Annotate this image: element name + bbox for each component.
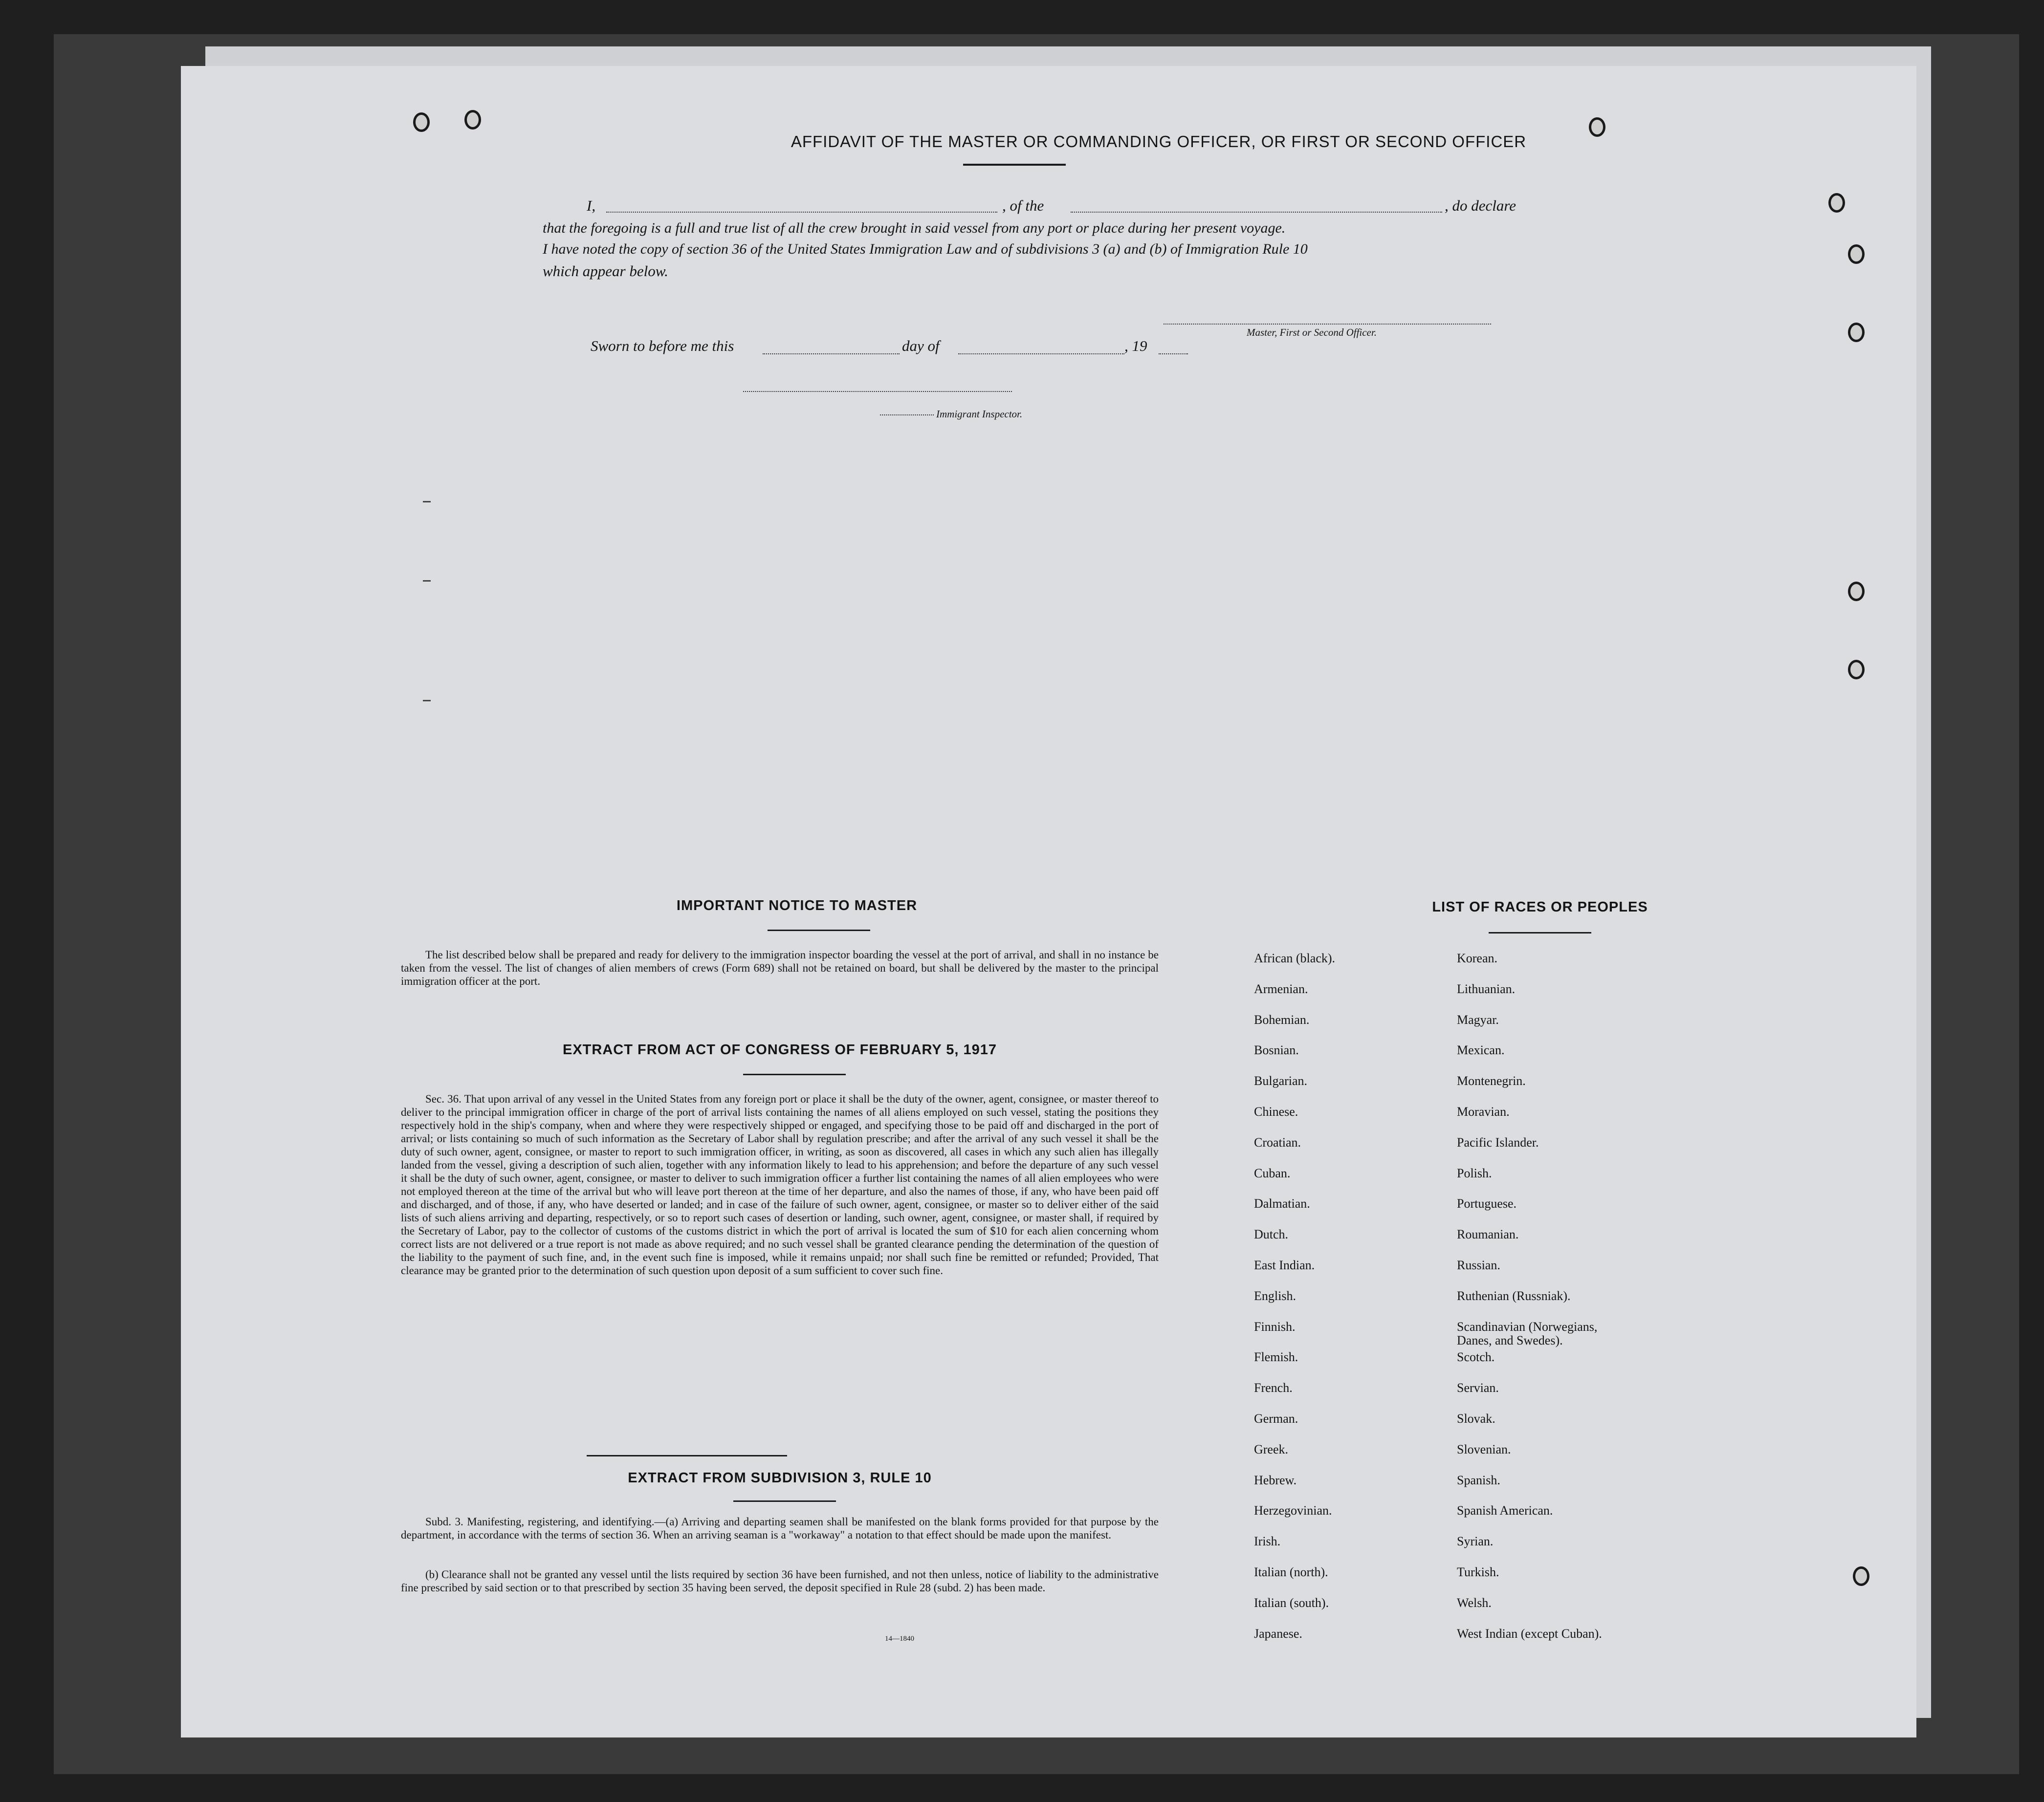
year-blank[interactable] bbox=[1159, 353, 1188, 354]
race-item: Syrian. bbox=[1457, 1534, 1494, 1549]
race-item: Lithuanian. bbox=[1457, 981, 1516, 996]
notice-heading: IMPORTANT NOTICE TO MASTER bbox=[676, 898, 918, 913]
punch-hole-icon bbox=[1848, 323, 1865, 342]
officer-caption: Master, First or Second Officer. bbox=[1247, 326, 1377, 338]
affidavit-of-the-label: , of the bbox=[1002, 197, 1044, 214]
affidavit-body-line-2: I have noted the copy of section 36 of the United States Immigration Law and of subdivisions 3 (a) and (b) of Immigration Rule 10 bbox=[543, 241, 1308, 257]
race-item: Welsh. bbox=[1457, 1595, 1492, 1610]
punch-hole-icon bbox=[1848, 582, 1865, 601]
race-item: Moravian. bbox=[1457, 1105, 1510, 1119]
rule-extract-rule bbox=[733, 1500, 836, 1502]
race-item: Mexican. bbox=[1457, 1043, 1505, 1058]
affidavit-declare-label: , do declare bbox=[1445, 197, 1517, 214]
race-item: Dutch. bbox=[1254, 1227, 1289, 1242]
affidavit-body-line-1: that the foregoing is a full and true list of all the crew brought in said vessel from any port or place during her present voyage. bbox=[543, 220, 1286, 236]
race-item: Slovak. bbox=[1457, 1411, 1495, 1426]
margin-mark bbox=[423, 700, 431, 701]
race-item: Herzegovinian. bbox=[1254, 1503, 1332, 1518]
notice-text: The list described below shall be prepared and ready for delivery to the immigration inspector boarding the vessel at the port of arrival, and shall in no instance be taken from the vessel. The list of changes of alien members of crews (Form 689) shall not be retained on board, but shall be delivered by the master to the principal immigration officer at the port. bbox=[401, 949, 1159, 987]
margin-mark bbox=[423, 580, 431, 582]
manifest-back-page bbox=[181, 66, 1916, 1737]
inspector-caption-leader bbox=[880, 414, 934, 415]
race-item: Bulgarian. bbox=[1254, 1074, 1308, 1088]
races-rule bbox=[1489, 932, 1591, 934]
act-extract-heading: EXTRACT FROM ACT OF CONGRESS OF FEBRUARY 5, 1917 bbox=[562, 1042, 997, 1058]
act-extract-text: Sec. 36. That upon arrival of any vessel in the United States from any foreign port or place it shall be the duty of the owner, agent, consignee, or master thereof to deliver to the principal immigration officer in charge of the port of arrival lists containing the names of all aliens employed on such vessel, stating the positions they respectively hold in the ship's company, when and where they were respectively shipped or engaged, and specifying those to be paid off and discharged in the port of arrival; or lists containing so much of such information as the Secretary of Labor shall by regulation prescribe; and after the arrival of any such vessel it shall be the duty of such owner, agent, consignee, or master to report to such immigration officer, in writing, as soon as discovered, all cases in which any such alien has illegally landed from the vessel, giving a description of such alien, together with any information likely to lead to his apprehension; and before the departure of any such vessel it shall be the duty of such owner, agent, consignee, or master to deliver to such immigration officer a further list containing the names of all alien employees who were not employed thereon at the time of the arrival but who will leave port thereon at the time of her departure, and also the names of those, if any, who have been paid off and discharged, and of those, if any, who have deserted or landed; and in case of the failure of such owner, agent, consignee, or master so to deliver either of the said lists of such aliens arriving and departing, respectively, or so to report such cases of desertion or landing, such owner, agent, consignee, or master shall, if required by the Secretary of Labor, pay to the collector of customs of the customs district in which the port of arrival is located the sum of $10 for each alien concerning whom correct lists are not delivered or a true report is not made as above required; and no such vessel shall be granted clearance pending the determination of the question of the liability to the payment of such fine, and, in the event such fine is imposed, while it remains unpaid; nor shall such fine be remitted or refunded; Provided, That clearance may be granted prior to the determination of such question upon deposit of a sum sufficient to cover such fine. bbox=[401, 1093, 1159, 1277]
margin-mark bbox=[423, 501, 431, 502]
race-item: French. bbox=[1254, 1381, 1293, 1395]
race-item: Irish. bbox=[1254, 1534, 1281, 1549]
month-blank[interactable] bbox=[958, 353, 1124, 354]
rule-extract-text-a: Subd. 3. Manifesting, registering, and identifying.—(a) Arriving and departing seamen shall be manifested on the blank forms provided for that purpose by the department, in accordance with the terms of section 36. When an arriving seaman is a "workaway" a notation to that effect should be made upon the manifest. bbox=[401, 1516, 1159, 1541]
affidavit-body-line-3: which appear below. bbox=[543, 262, 668, 280]
race-item: Flemish. bbox=[1254, 1350, 1298, 1365]
race-item: Turkish. bbox=[1457, 1565, 1499, 1579]
race-item: Roumanian. bbox=[1457, 1227, 1519, 1242]
race-item: Portuguese. bbox=[1457, 1196, 1517, 1211]
race-item: Bosnian. bbox=[1254, 1043, 1299, 1058]
affidavit-title: AFFIDAVIT OF THE MASTER OR COMMANDING OFFICER, OR FIRST OR SECOND OFFICER bbox=[791, 132, 1527, 151]
race-item: Italian (north). bbox=[1254, 1565, 1328, 1579]
race-item: German. bbox=[1254, 1411, 1298, 1426]
punch-hole-icon bbox=[1848, 244, 1865, 264]
race-item: Croatian. bbox=[1254, 1135, 1301, 1150]
race-item: Cuban. bbox=[1254, 1166, 1291, 1180]
race-item: Armenian. bbox=[1254, 981, 1308, 996]
notice-rule bbox=[768, 930, 870, 931]
race-item: Scotch. bbox=[1457, 1350, 1495, 1365]
section-rule bbox=[587, 1455, 787, 1456]
day-blank[interactable] bbox=[763, 353, 900, 354]
race-item: Dalmatian. bbox=[1254, 1196, 1310, 1211]
race-item: Servian. bbox=[1457, 1381, 1499, 1395]
race-item: Scandinavian (Norwegians, Danes, and Swedes). bbox=[1457, 1319, 1598, 1347]
race-item: Italian (south). bbox=[1254, 1595, 1329, 1610]
name-blank[interactable] bbox=[606, 212, 997, 213]
rule-extract-text-b: (b) Clearance shall not be granted any vessel until the lists required by section 36 have been furnished, and not then unless, notice of liability to the administrative fine prescribed by said section or to that prescribed by section 35 having been served, the deposit specified in Rule 28 (subd. 2) has been made. bbox=[401, 1568, 1159, 1594]
race-item: Polish. bbox=[1457, 1166, 1492, 1180]
affidavit-i-label: I, bbox=[587, 197, 596, 214]
race-item: Magyar. bbox=[1457, 1012, 1499, 1027]
race-item: Ruthenian (Russniak). bbox=[1457, 1288, 1571, 1303]
race-item: Hebrew. bbox=[1254, 1473, 1297, 1487]
title-rule bbox=[963, 164, 1066, 166]
race-item: English. bbox=[1254, 1288, 1296, 1303]
race-item: Slovenian. bbox=[1457, 1442, 1511, 1456]
race-item: Montenegrin. bbox=[1457, 1074, 1526, 1088]
race-item: Bohemian. bbox=[1254, 1012, 1310, 1027]
officer-signature-blank[interactable] bbox=[1164, 324, 1491, 325]
punch-hole-icon bbox=[1853, 1566, 1869, 1586]
race-item: Finnish. bbox=[1254, 1319, 1296, 1334]
year-label: , 19 bbox=[1124, 337, 1147, 354]
rule-extract-heading: EXTRACT FROM SUBDIVISION 3, RULE 10 bbox=[628, 1470, 932, 1486]
punch-hole-icon bbox=[464, 110, 481, 130]
race-item: Greek. bbox=[1254, 1442, 1289, 1456]
race-item: East Indian. bbox=[1254, 1258, 1315, 1272]
day-of-label: day of bbox=[902, 337, 940, 354]
race-item: Chinese. bbox=[1254, 1105, 1298, 1119]
race-item: African (black). bbox=[1254, 951, 1336, 965]
race-item: Korean. bbox=[1457, 951, 1498, 965]
punch-hole-icon bbox=[1848, 660, 1865, 679]
race-item: Japanese. bbox=[1254, 1626, 1302, 1641]
race-item: Spanish. bbox=[1457, 1473, 1500, 1487]
punch-hole-icon bbox=[1828, 193, 1845, 213]
race-item: Russian. bbox=[1457, 1258, 1500, 1272]
inspector-caption: Immigrant Inspector. bbox=[936, 408, 1023, 420]
act-extract-rule bbox=[743, 1074, 846, 1075]
punch-hole-icon bbox=[413, 112, 430, 132]
sworn-label: Sworn to before me this bbox=[591, 337, 734, 354]
race-item: West Indian (except Cuban). bbox=[1457, 1626, 1602, 1641]
race-item: Pacific Islander. bbox=[1457, 1135, 1539, 1150]
form-number: 14—1840 bbox=[885, 1635, 914, 1643]
vessel-blank[interactable] bbox=[1071, 212, 1442, 213]
race-item: Spanish American. bbox=[1457, 1503, 1553, 1518]
inspector-signature-blank[interactable] bbox=[743, 391, 1012, 392]
races-heading: LIST OF RACES OR PEOPLES bbox=[1432, 899, 1648, 915]
